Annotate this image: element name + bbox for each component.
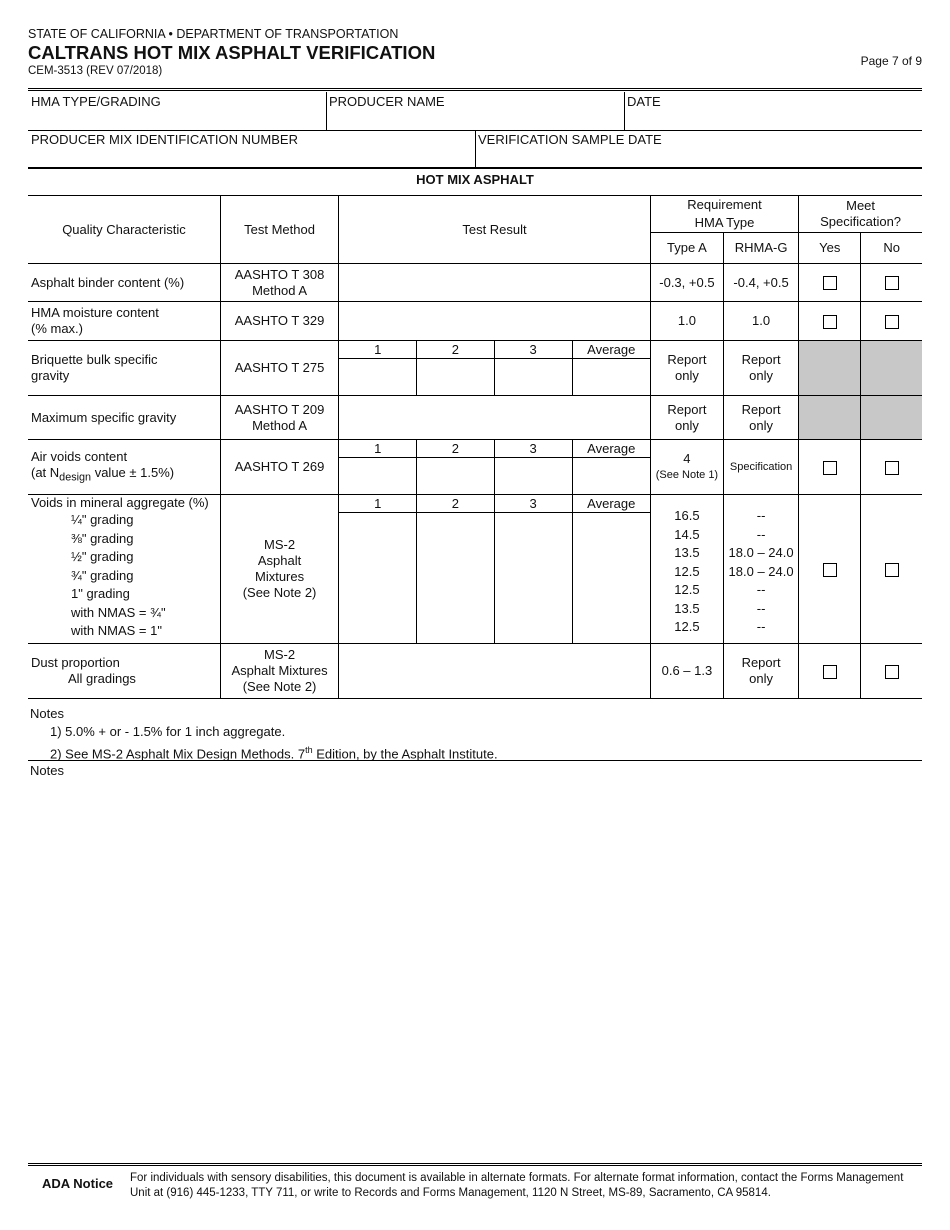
binder-no-checkbox[interactable] [885, 276, 899, 290]
airvoids-input-1[interactable] [339, 458, 417, 495]
vma-no-cell [861, 495, 922, 644]
binder-yes-cell [799, 264, 861, 302]
airvoids-method: AASHTO T 269 [220, 440, 338, 495]
vma-type-a-values [654, 507, 720, 637]
maxsg-type-a [650, 396, 723, 440]
header-method: Test Method [220, 196, 338, 264]
vma-input-2[interactable] [417, 513, 494, 644]
vma-grading-item: ½" grading [71, 549, 134, 564]
vma-grading-item: with NMAS = 1" [71, 623, 162, 638]
producer-name-field[interactable] [326, 91, 624, 129]
table-row [28, 341, 922, 359]
binder-method-line2: Method A [252, 282, 308, 298]
vma-method [220, 495, 338, 644]
vma-grading-item: with NMAS = ¾" [71, 604, 166, 620]
header-hma-type: HMA Type [650, 215, 798, 233]
dust-method-line2: Asphalt Mixtures [231, 663, 328, 678]
form-number: CEM-3513 (REV 07/2018) [28, 65, 163, 77]
vma-grading-item: ¼" grading [71, 512, 134, 527]
binder-name: Asphalt binder content (%) [28, 264, 220, 302]
airvoids-avg: Average [572, 440, 650, 458]
note-2-sup: th [305, 745, 313, 755]
briquette-type-a [650, 341, 723, 396]
dust-result-input[interactable] [339, 644, 651, 699]
table-row [28, 396, 922, 440]
hma-type-label: HMA TYPE/GRADING [31, 94, 161, 109]
briquette-input-1[interactable] [339, 359, 417, 396]
binder-yes-checkbox[interactable] [823, 276, 837, 290]
vma-type-a [650, 495, 723, 644]
note-2-part2: Edition, by the Asphalt Institute. [312, 746, 498, 762]
binder-method [220, 264, 338, 302]
moisture-result-input[interactable] [339, 302, 651, 341]
fields-bottom-line [28, 167, 922, 169]
airvoids-yes-checkbox[interactable] [823, 461, 837, 475]
vma-method-line4: (See Note 2) [242, 585, 317, 600]
vma-method-line2: Asphalt [257, 553, 302, 568]
briquette-rhma-g [724, 341, 799, 396]
dust-name [28, 644, 220, 699]
briquette-sub2: 2 [417, 341, 494, 359]
header-rhma-g: RHMA-G [724, 233, 799, 264]
notes-input-label: Notes [30, 763, 64, 778]
vma-rhma-g-values [727, 507, 795, 637]
mix-id-field[interactable] [28, 129, 475, 167]
airvoids-name-line1: Air voids content [31, 448, 128, 464]
vma-rhma-g-value: -- [756, 582, 766, 598]
dust-yes-checkbox[interactable] [823, 665, 837, 679]
dust-name-line2: All gradings [68, 671, 136, 686]
producer-name-label: PRODUCER NAME [329, 94, 445, 109]
dust-rhma-g-line2: only [749, 671, 773, 686]
briquette-input-2[interactable] [417, 359, 494, 396]
table-row [28, 644, 922, 699]
maxsg-type-a-line2: only [674, 417, 699, 433]
airvoids-sub3: 3 [494, 440, 572, 458]
vma-rhma-g-value: 18.0 – 24.0 [728, 563, 794, 579]
airvoids-rhma-g: Specification [724, 440, 799, 495]
vma-rhma-g-value: -- [756, 600, 766, 616]
dust-method [220, 644, 338, 699]
header-meet-line1: Meet [846, 198, 876, 213]
briquette-sub3: 3 [494, 341, 572, 359]
header-quality: Quality Characteristic [28, 196, 220, 264]
mix-id-label: PRODUCER MIX IDENTIFICATION NUMBER [31, 132, 298, 147]
binder-type-a: -0.3, +0.5 [650, 264, 723, 302]
airvoids-sub2: 2 [417, 440, 494, 458]
airvoids-input-2[interactable] [417, 458, 494, 495]
table-row [28, 495, 922, 513]
table-row [28, 440, 922, 458]
notes-input-area[interactable] [28, 780, 922, 1155]
notes-label: Notes [30, 706, 64, 721]
airvoids-sub1: 1 [339, 440, 417, 458]
airvoids-no-cell [861, 440, 922, 495]
airvoids-name [28, 440, 220, 495]
binder-no-cell [861, 264, 922, 302]
sample-date-label: VERIFICATION SAMPLE DATE [478, 132, 662, 147]
maxsg-name: Maximum specific gravity [28, 396, 220, 440]
maxsg-no-shaded [861, 396, 922, 440]
maxsg-result-input[interactable] [339, 396, 651, 440]
hma-table [28, 195, 922, 699]
header-yes: Yes [799, 233, 861, 264]
footer-divider [28, 1163, 922, 1166]
maxsg-rhma-g-line1: Report [741, 401, 781, 417]
vma-type-a-value: 14.5 [674, 526, 700, 542]
vma-grading-item: 1" grading [71, 586, 130, 601]
dust-name-line1: Dust proportion [31, 655, 120, 670]
moisture-method: AASHTO T 329 [220, 302, 338, 341]
page-number: Page 7 of 9 [860, 54, 922, 68]
briquette-rhma-g-line2: only [749, 368, 773, 383]
briquette-no-shaded [861, 341, 922, 396]
form-title: CALTRANS HOT MIX ASPHALT VERIFICATION [28, 42, 436, 63]
header-meet [799, 196, 922, 233]
vma-name-title: Voids in mineral aggregate (%) [31, 495, 209, 510]
moisture-name-line2: (% max.) [31, 321, 83, 336]
binder-result-input[interactable] [339, 264, 651, 302]
briquette-name-line2: gravity [31, 368, 70, 383]
vma-rhma-g-value: -- [756, 619, 766, 635]
notes-block [30, 705, 498, 763]
airvoids-type-a-line1: 4 [683, 451, 691, 466]
vma-input-3[interactable] [494, 513, 572, 644]
vma-sub1: 1 [339, 495, 417, 513]
airvoids-yes-cell [799, 440, 861, 495]
vma-type-a-value: 12.5 [674, 563, 700, 579]
briquette-input-avg[interactable] [572, 359, 650, 396]
dust-rhma-g-line1: Report [741, 655, 781, 670]
binder-method-line1: AASHTO T 308 [234, 266, 325, 282]
vma-no-checkbox[interactable] [885, 563, 899, 577]
agency-line: STATE OF CALIFORNIA • DEPARTMENT OF TRANSPORTATION [28, 27, 399, 41]
note-2-part1: 2) See MS-2 Asphalt Mix Design Methods. 7 [50, 746, 306, 762]
briquette-name [28, 341, 220, 396]
section-title: HOT MIX ASPHALT [416, 172, 534, 187]
maxsg-method [220, 396, 338, 440]
moisture-yes-cell [799, 302, 861, 341]
briquette-rhma-g-line1: Report [741, 352, 781, 367]
maxsg-method-line2: Method A [252, 417, 308, 433]
maxsg-method-line1: AASHTO T 209 [234, 401, 325, 417]
date-label: DATE [627, 94, 661, 109]
note-1: 1) 5.0% + or - 1.5% for 1 inch aggregate. [50, 724, 286, 739]
vma-type-a-value: 12.5 [674, 619, 700, 635]
vma-input-avg[interactable] [572, 513, 650, 644]
dust-rhma-g [724, 644, 799, 699]
briquette-type-a-line2: only [674, 368, 699, 383]
airvoids-name-part2: value ± 1.5%) [91, 464, 175, 480]
airvoids-name-part1: (at N [31, 464, 60, 480]
vma-method-line3: Mixtures [254, 569, 305, 584]
briquette-yes-shaded [799, 341, 861, 396]
hma-type-field[interactable] [28, 91, 326, 129]
briquette-name-line1: Briquette bulk specific [31, 352, 158, 367]
vma-gradings [31, 511, 217, 641]
vma-type-a-value: 12.5 [674, 582, 700, 598]
vma-sub3: 3 [494, 495, 572, 513]
sample-date-field[interactable] [475, 129, 922, 167]
moisture-yes-checkbox[interactable] [823, 315, 837, 329]
airvoids-no-checkbox[interactable] [885, 461, 899, 475]
moisture-type-a: 1.0 [650, 302, 723, 341]
airvoids-type-a [650, 440, 723, 495]
date-field[interactable] [624, 91, 922, 129]
table-row [28, 264, 922, 302]
briquette-method: AASHTO T 275 [220, 341, 338, 396]
maxsg-type-a-line1: Report [667, 401, 707, 417]
vma-rhma-g-value: -- [756, 526, 766, 542]
notes-divider [28, 760, 922, 761]
briquette-avg: Average [572, 341, 650, 359]
dust-no-checkbox[interactable] [885, 665, 899, 679]
maxsg-rhma-g-line2: only [749, 417, 773, 433]
vma-yes-checkbox[interactable] [823, 563, 837, 577]
moisture-no-cell [861, 302, 922, 341]
vma-name [28, 495, 220, 644]
header-no: No [861, 233, 922, 264]
briquette-sub1: 1 [339, 341, 417, 359]
vma-type-a-value: 13.5 [674, 600, 700, 616]
briquette-input-3[interactable] [494, 359, 572, 396]
maxsg-rhma-g [724, 396, 799, 440]
moisture-rhma-g: 1.0 [724, 302, 799, 341]
binder-rhma-g: -0.4, +0.5 [724, 264, 799, 302]
header-result: Test Result [339, 196, 651, 264]
vma-rhma-g-value: -- [756, 508, 766, 524]
header-requirement: Requirement [650, 196, 798, 215]
vma-avg: Average [572, 495, 650, 513]
ada-text: For individuals with sensory disabilities, this document is available in alternate formats. For alternate format information, contact the Forms Management Unit at (916) 445-1233, TTY 711, or write to Records and Forms Management, 1120 N Street, MS-89, Sacramento, CA 95814. [130, 1172, 904, 1199]
airvoids-type-a-line2: (See Note 1) [655, 469, 719, 481]
dust-type-a: 0.6 – 1.3 [650, 644, 723, 699]
vma-rhma-g-value: 18.0 – 24.0 [728, 545, 794, 561]
vma-input-1[interactable] [339, 513, 417, 644]
airvoids-input-3[interactable] [494, 458, 572, 495]
moisture-name [28, 302, 220, 341]
vma-grading-item: ⅜" grading [71, 530, 134, 546]
table-row [28, 302, 922, 341]
maxsg-yes-shaded [799, 396, 861, 440]
briquette-type-a-line1: Report [667, 352, 707, 367]
dust-no-cell [861, 644, 922, 699]
airvoids-input-avg[interactable] [572, 458, 650, 495]
dust-yes-cell [799, 644, 861, 699]
ada-label: ADA Notice [42, 1176, 114, 1191]
header-type-a: Type A [650, 233, 723, 264]
header-meet-line2: Specification? [820, 214, 902, 229]
dust-method-line1: MS-2 [264, 647, 296, 662]
vma-type-a-value: 16.5 [674, 508, 700, 524]
vma-type-a-value: 13.5 [674, 545, 700, 561]
vma-method-line1: MS-2 [264, 537, 296, 552]
airvoids-name-sub: design [59, 471, 92, 484]
vma-sub2: 2 [417, 495, 494, 513]
moisture-name-line1: HMA moisture content [31, 305, 159, 320]
airvoids-name-line2 [31, 465, 217, 486]
moisture-no-checkbox[interactable] [885, 315, 899, 329]
vma-yes-cell [799, 495, 861, 644]
vma-grading-item: ¾" grading [71, 567, 134, 583]
dust-method-line3: (See Note 2) [242, 679, 317, 694]
vma-rhma-g [724, 495, 799, 644]
